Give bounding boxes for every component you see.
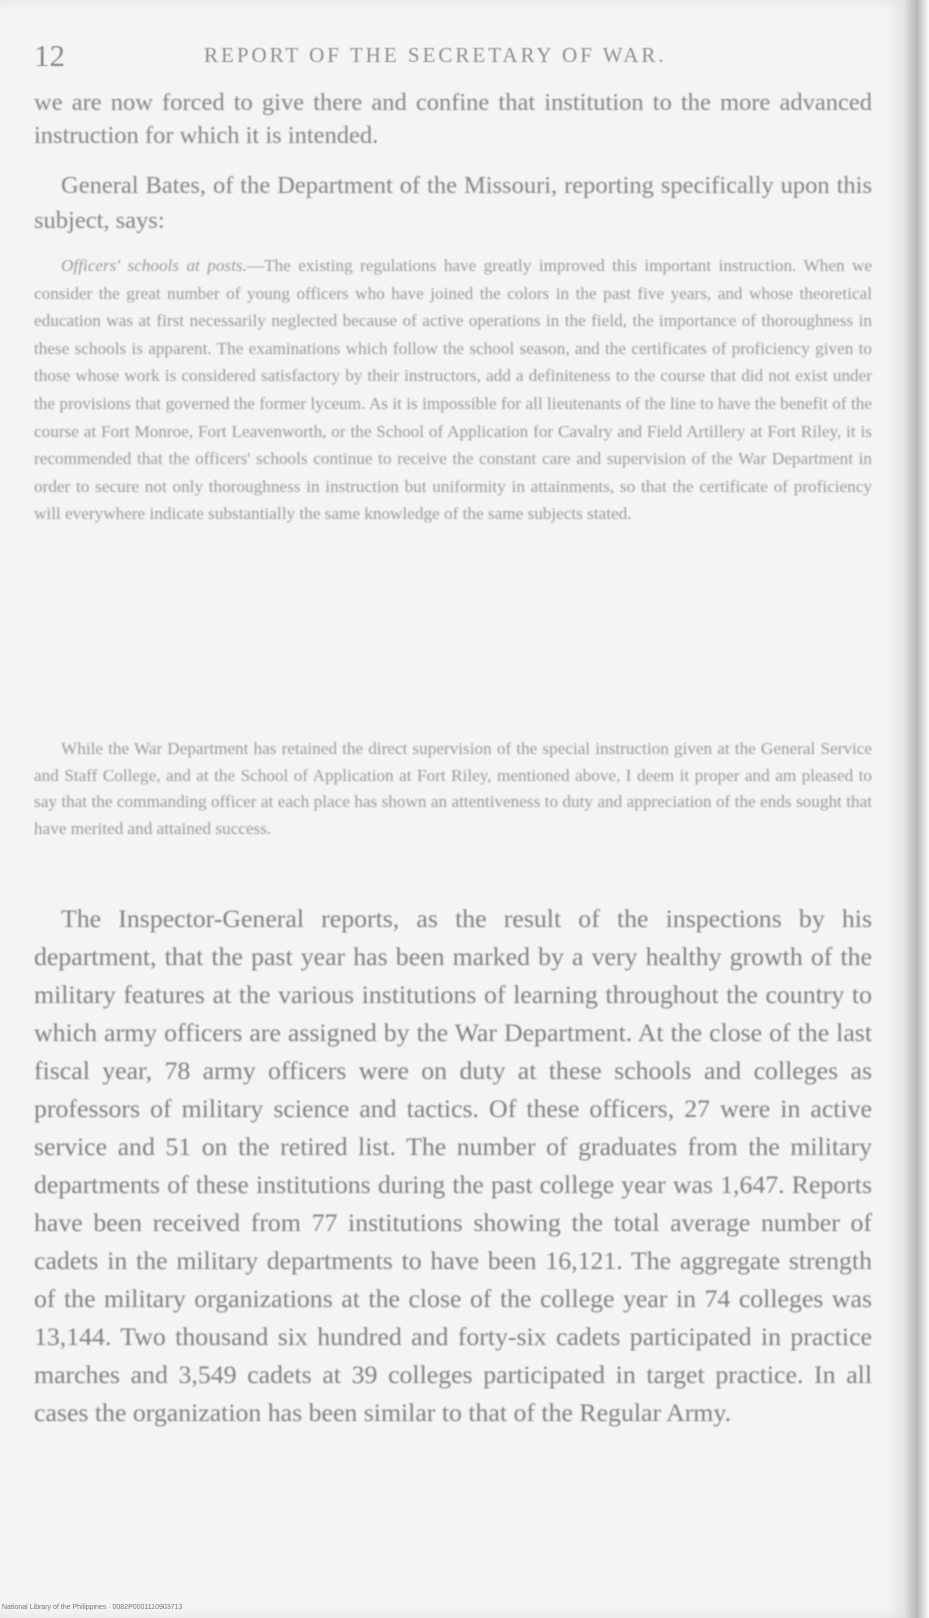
page-header bbox=[34, 38, 874, 74]
body-paragraph-general-bates: General Bates, of the Department of the Missouri, reporting specifically upon this subject, says: bbox=[34, 172, 872, 234]
quote-lead-in: Officers' schools at posts. bbox=[61, 256, 247, 275]
page-number: 12 bbox=[34, 38, 65, 73]
book-spine-shadow bbox=[905, 0, 929, 1618]
quote-text: —The existing regulations have greatly improved this important instruction. When we consider the great number of young officers who have joined the colors in the past five years, and whose theoretical education was at first necessarily neglected because of active operations in the field, the importance of thoroughness in these schools is apparent. The examinations which follow the school season, and the certificates of proficiency given to those whose work is considered satisfactory by their instructors, add a definiteness to the course that did not exist under the provisions that governed the former lyceum. As it is impossible for all lieutenants of the line to have the benefit of the course at Fort Monroe, Fort Leavenworth, or the School of Application for Cavalry and Field Artillery at Fort Riley, it is recommended that the officers' schools continue to receive the constant care and supervision of the War Department in order to secure not only thoroughness in instruction but uniformity in attainments, so that the certificate of proficiency will everywhere indicate substantially the same knowledge of the same subjects stated. bbox=[34, 256, 873, 524]
running-head: REPORT OF THE SECRETARY OF WAR. bbox=[204, 43, 667, 67]
body-paragraph-continuation: we are now forced to give there and confine that institution to the more advanced instruction for which it is intended. bbox=[34, 89, 872, 149]
body-paragraph-war-department: While the War Department has retained the direct supervision of the special instruction given at the General Service and Staff College, and at the School of Application at Fort Riley, mentioned above, I deem it proper and am pleased to say that the commanding officer at each place has shown an attentiveness to duty and appreciation of the ends sought that have merited and attained success. bbox=[34, 739, 872, 838]
scan-credit: National Library of the Philippines · 0082P0001110903713 bbox=[2, 1604, 183, 1611]
block-quote-officers-schools bbox=[34, 252, 872, 528]
body-paragraph-inspector-general: The Inspector-General reports, as the result of the inspections by his department, that the past year has been marked by a very healthy growth of the military features at the various institutions of learning throughout the country to which army officers are assigned by the War Department. At the close of the last fiscal year, 78 army officers were on duty at these schools and colleges as professors of military science and tactics. Of these officers, 27 were in active service and 51 on the retired list. The number of graduates from the military departments of these institutions during the past college year was 1,647. Reports have been received from 77 institutions showing the total average number of cadets in the military departments to have been 16,121. The aggregate strength of the military organizations at the close of the college year in 74 colleges was 13,144. Two thousand six hundred and forty-six cadets participated in practice marches and 3,549 cadets at 39 colleges participated in target practice. In all cases the organization has been similar to that of the Regular Army. bbox=[34, 904, 872, 1427]
